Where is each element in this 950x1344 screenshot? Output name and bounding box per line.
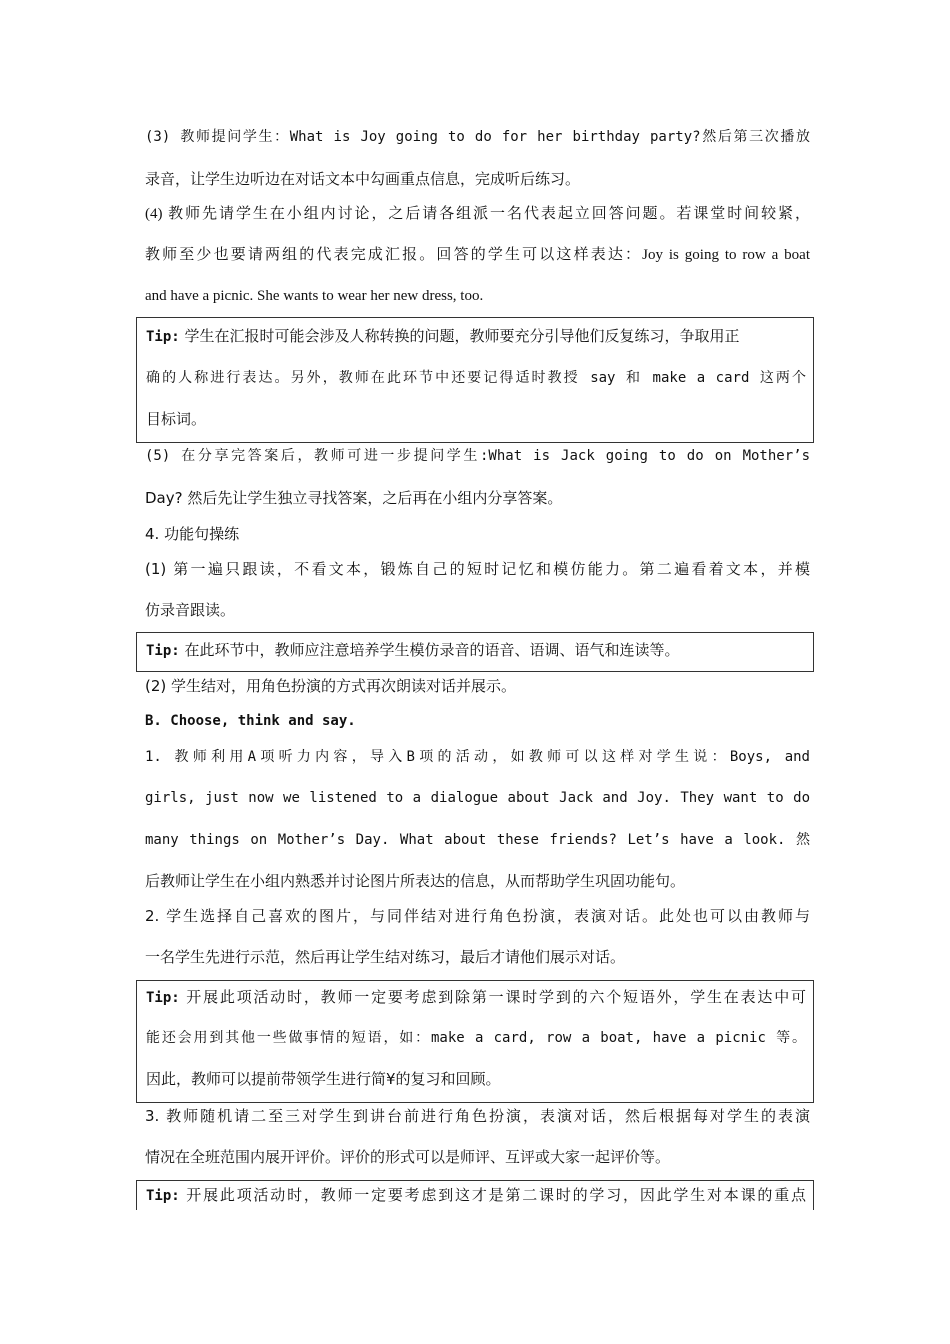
paragraph-line: 后教师让学生在小组内熟悉并讨论图片所表达的信息，从而帮助学生巩固功能句。 [145,872,686,890]
tip-line [146,1185,806,1205]
paragraph-line: (1) 第一遍只跟读，不看文本，锻炼自己的短时记忆和模仿能力。第二遍看着文本，并模 [145,560,810,578]
paragraph-line: many things on Mother’s Day. What about these friends? Let’s have a look. 然 [145,832,810,848]
paragraph-line: (4) 教师先请学生在小组内讨论，之后请各组派一名代表起立回答问题。若课堂时间较紧， [145,206,810,222]
paragraph-line: (2) 学生结对，用角色扮演的方式再次朗读对话并展示。 [145,677,517,695]
paragraph-line: 一名学生先进行示范，然后再让学生结对练习，最后才请他们展示对话。 [145,948,626,966]
tip-text: 开展此项活动时，教师一定要考虑到除第一课时学到的六个短语外，学生在表达中可 [186,988,806,1006]
section-heading: B. Choose, think and say. [145,713,356,729]
tip-box [136,632,814,672]
tip-box [136,980,814,1103]
tip-line: 因此，教师可以提前带领学生进行简¥的复习和回顾。 [146,1070,501,1088]
tip-label: Tip: [146,329,180,345]
paragraph-line: girls, just now we listened to a dialogue about Jack and Joy. They want to do [145,790,810,806]
tip-label: Tip: [146,1188,180,1204]
tip-line: 确的人称进行表达。另外，教师在此环节中还要记得适时教授 say 和 make a card 这两个 [146,370,806,386]
tip-label: Tip: [146,643,180,659]
section-heading: 4. 功能句操练 [145,525,240,543]
paragraph-line: 2. 学生选择自己喜欢的图片，与同伴结对进行角色扮演，表演对话。此处也可以由教师与 [145,907,810,925]
tip-line [146,987,806,1007]
tip-line: 目标词。 [146,410,207,428]
tip-box [136,317,814,443]
tip-line [146,326,806,347]
paragraph-line: 情况在全班范围内展开评价。评价的形式可以是师评、互评或大家一起评价等。 [145,1148,671,1166]
paragraph-line: 教师至少也要请两组的代表完成汇报。回答的学生可以这样表达：Joy is going to row a boat [145,247,810,263]
paragraph-line: (5) 在分享完答案后，教师可进一步提问学生:What is Jack going to do on Mother’s [145,448,810,464]
tip-text: 在此环节中，教师应注意培养学生模仿录音的语音、语调、语气和连读等。 [184,641,680,659]
paragraph-line: 3. 教师随机请二至三对学生到讲台前进行角色扮演，表演对话，然后根据每对学生的表演 [145,1107,810,1125]
paragraph-line: 仿录音跟读。 [145,601,236,619]
tip-label: Tip: [146,990,180,1006]
paragraph-line: 1. 教师利用A项听力内容，导入B项的活动，如教师可以这样对学生说：Boys, and [145,749,810,765]
tip-line [146,640,806,661]
paragraph-line: 录音，让学生边听边在对话文本中勾画重点信息，完成听后练习。 [145,170,581,188]
paragraph-line: (3) 教师提问学生：What is Joy going to do for her birthday party?然后第三次播放 [145,129,810,145]
paragraph-line: Day? 然后先让学生独立寻找答案，之后再在小组内分享答案。 [145,489,563,507]
tip-box [136,1180,814,1210]
tip-text: 开展此项活动时，教师一定要考虑到这才是第二课时的学习，因此学生对本课的重点 [186,1186,806,1204]
tip-line: 能还会用到其他一些做事情的短语，如：make a card, row a boat, have a picnic 等。 [146,1030,806,1046]
tip-text: 学生在汇报时可能会涉及人称转换的问题，教师要充分引导他们反复练习，争取用正 [184,327,740,345]
paragraph-line: and have a picnic. She wants to wear her new dress, too. [145,288,484,304]
